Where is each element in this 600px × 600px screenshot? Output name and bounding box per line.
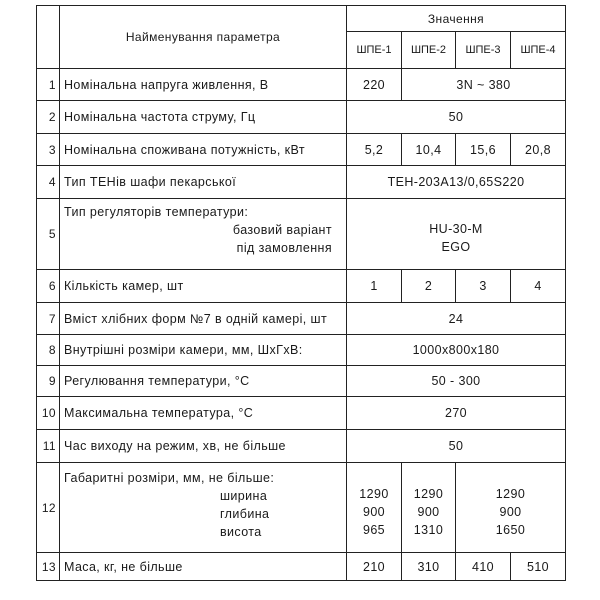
param-sublabel: ширина	[220, 489, 268, 503]
value-cell: 50	[347, 430, 566, 463]
param-label: Маса, кг, не більше	[60, 553, 347, 581]
value-cell: 50	[347, 101, 566, 134]
param-sublabel: під замовлення	[236, 241, 332, 255]
value-line: 900	[417, 505, 440, 519]
table-row	[37, 101, 566, 134]
param-label: Кількість камер, шт	[60, 270, 347, 303]
param-label: Регулювання температури, °С	[60, 366, 347, 397]
value-cell	[402, 463, 456, 553]
value-cell: 15,6	[456, 134, 511, 166]
value-cell: 270	[347, 397, 566, 430]
value-line: HU-30-M	[429, 222, 483, 236]
table-row	[37, 69, 566, 101]
value-cell: 410	[456, 553, 511, 581]
param-label-block	[60, 199, 347, 270]
param-label: Номінальна частота струму, Гц	[60, 101, 347, 134]
value-cell: 220	[347, 69, 402, 101]
param-label: Час виходу на режим, хв, не більше	[60, 430, 347, 463]
table-row	[37, 397, 566, 430]
value-cell: 3N ~ 380	[402, 69, 566, 101]
value-cell: 210	[347, 553, 402, 581]
value-line: EGO	[441, 240, 471, 254]
value-cell	[347, 199, 566, 270]
row-number: 13	[37, 553, 60, 581]
param-label: Номінальна споживана потужність, кВт	[60, 134, 347, 166]
value-cell: 20,8	[511, 134, 566, 166]
value-line: 1290	[413, 487, 444, 501]
value-line: 1290	[495, 487, 526, 501]
param-sublabel: висота	[220, 525, 262, 539]
value-line: 1650	[495, 523, 526, 537]
table-row	[37, 134, 566, 166]
table-row	[37, 166, 566, 199]
value-line: 965	[362, 523, 386, 537]
row-number: 5	[37, 199, 60, 270]
value-line: 1310	[413, 523, 444, 537]
model-header-3: ШПЕ-3	[456, 32, 511, 69]
param-label: Вміст хлібних форм №7 в одній камері, шт	[60, 303, 347, 335]
row-number: 9	[37, 366, 60, 397]
table-row	[37, 553, 566, 581]
value-cell: 3	[456, 270, 511, 303]
param-label: Номінальна напруга живлення, В	[60, 69, 347, 101]
spec-table	[36, 5, 566, 581]
row-number: 2	[37, 101, 60, 134]
param-sublabel: базовий варіант	[232, 223, 332, 237]
row-number: 11	[37, 430, 60, 463]
param-label: Тип ТЕНів шафи пекарської	[60, 166, 347, 199]
value-line: 900	[362, 505, 386, 519]
value-cell	[347, 463, 402, 553]
row-number: 4	[37, 166, 60, 199]
table-row	[37, 270, 566, 303]
param-column-header: Найменування параметра	[60, 6, 347, 69]
table-row	[37, 430, 566, 463]
table-row	[37, 303, 566, 335]
param-sublabel: глибина	[220, 507, 270, 521]
header-row	[37, 6, 566, 32]
table-row	[37, 366, 566, 397]
value-cell: 5,2	[347, 134, 402, 166]
value-cell: 1000x800x180	[347, 335, 566, 366]
table-row	[37, 463, 566, 553]
row-number: 8	[37, 335, 60, 366]
table-row	[37, 199, 566, 270]
model-header-2: ШПЕ-2	[402, 32, 456, 69]
param-label: Внутрішні розміри камери, мм, ШхГхВ:	[60, 335, 347, 366]
value-cell: ТЕН-203А13/0,65S220	[347, 166, 566, 199]
value-line: 900	[499, 505, 522, 519]
param-label: Тип регуляторів температури:	[64, 205, 249, 219]
row-number: 1	[37, 69, 60, 101]
model-header-4: ШПЕ-4	[511, 32, 566, 69]
header-num-cell	[37, 6, 60, 69]
value-cell: 1	[347, 270, 402, 303]
param-label: Габаритні розміри, мм, не більше:	[64, 471, 275, 485]
value-cell: 10,4	[402, 134, 456, 166]
row-number: 7	[37, 303, 60, 335]
model-header-1: ШПЕ-1	[347, 32, 402, 69]
row-number: 10	[37, 397, 60, 430]
value-cell: 24	[347, 303, 566, 335]
row-number: 12	[37, 463, 60, 553]
value-cell: 2	[402, 270, 456, 303]
value-line: 1290	[359, 487, 389, 501]
row-number: 3	[37, 134, 60, 166]
param-label: Максимальна температура, °С	[60, 397, 347, 430]
values-column-header: Значення	[347, 6, 566, 32]
value-cell	[456, 463, 566, 553]
value-cell: 50 - 300	[347, 366, 566, 397]
value-cell: 4	[511, 270, 566, 303]
row-number: 6	[37, 270, 60, 303]
param-label-block	[60, 463, 347, 553]
value-cell: 310	[402, 553, 456, 581]
value-cell: 510	[511, 553, 566, 581]
table-row	[37, 335, 566, 366]
